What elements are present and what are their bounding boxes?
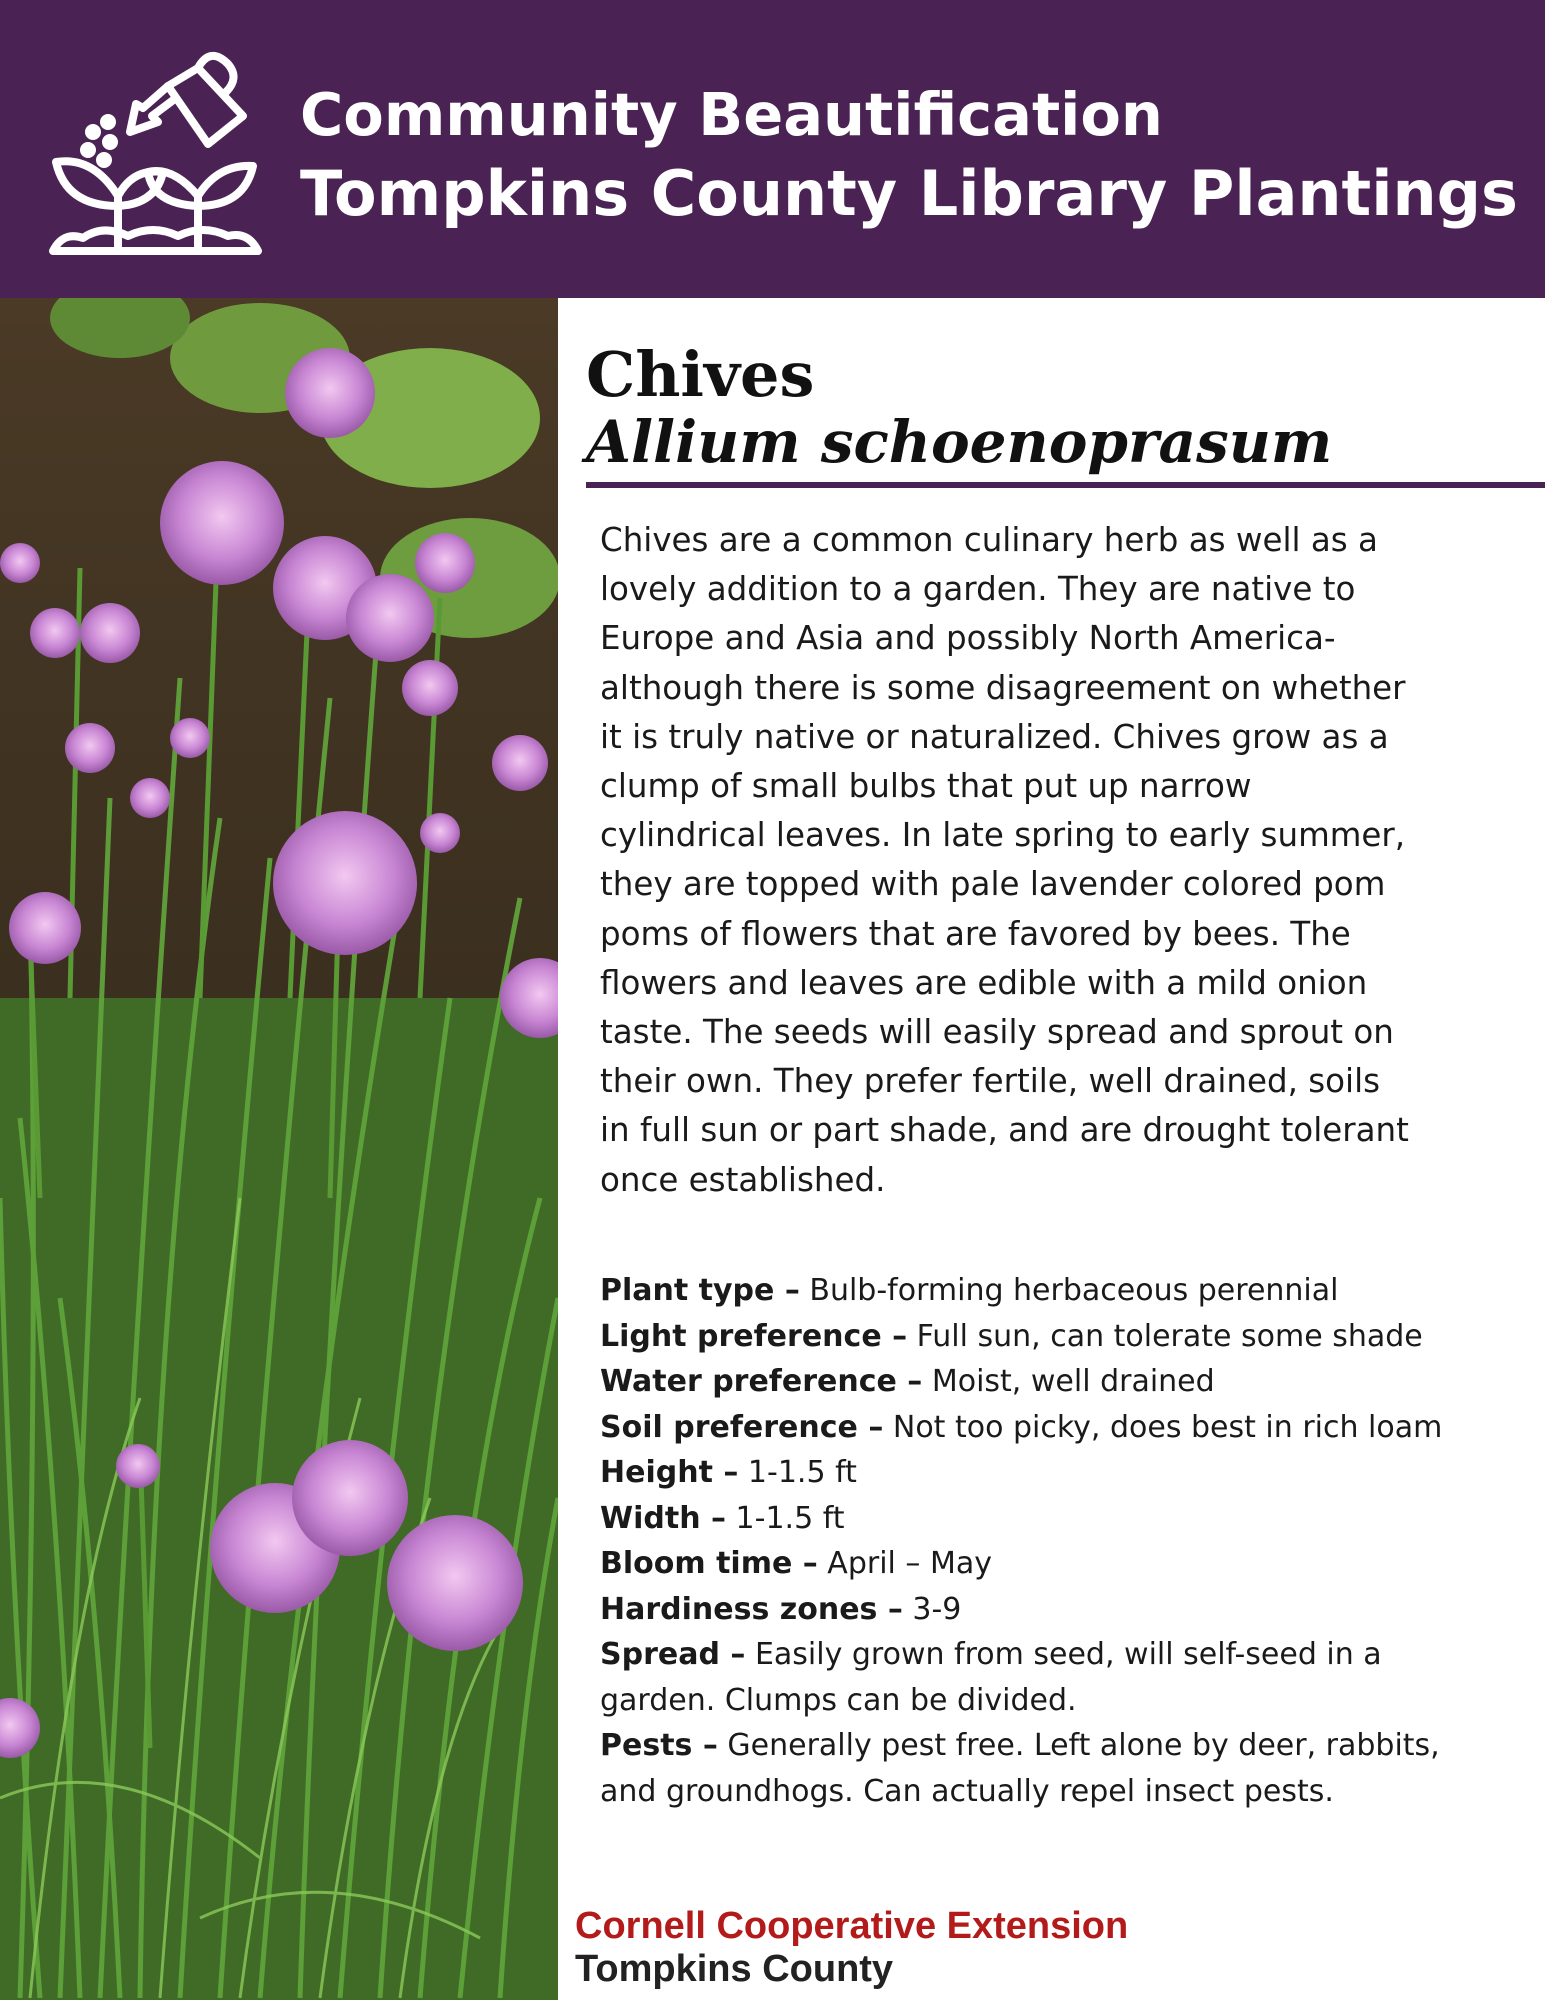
description-line: lovely addition to a garden. They are native to [600,570,1356,609]
description-line: they are topped with pale lavender colored pom [600,865,1386,904]
header-title-line2: Tompkins County Library Plantings [300,157,1518,230]
fact-soil-preference [600,1405,1540,1451]
fact-value: Bulb-forming herbaceous perennial [809,1273,1339,1308]
plant-common-name: Chives [586,338,815,411]
description-line: flowers and leaves are edible with a mild onion [600,963,1368,1002]
header-title-line1: Community Beautification [300,80,1163,149]
description-line: taste. The seeds will easily spread and sprout on [600,1013,1394,1052]
description-line: although there is some disagreement on whether [600,668,1406,707]
fact-bloom-time [600,1541,1540,1587]
plant-facts-list [600,1268,1540,1814]
fact-label: Width – [600,1500,726,1536]
description-line: it is truly native or naturalized. Chives grow as a [600,717,1389,756]
fact-hardiness-zones [600,1587,1540,1633]
description-line: Europe and Asia and possibly North America- [600,619,1336,658]
fact-value-continued: garden. Clumps can be divided. [600,1682,1077,1718]
description-line: poms of flowers that are favored by bees. The [600,914,1351,953]
description-line: their own. They prefer fertile, well drained, soils [600,1062,1381,1101]
fact-label: Height – [600,1455,739,1490]
footer-organization: Cornell Cooperative Extension [575,1905,1129,1947]
fact-value: Moist, well drained [931,1364,1215,1399]
fact-label: Plant type – [600,1273,800,1308]
fact-value: Easily grown from seed, will self-seed in a [754,1637,1382,1672]
chives-plant-photo [0,298,558,2000]
fact-value: Not too picky, does best in rich loam [892,1409,1443,1445]
description-line: in full sun or part shade, and are drought tolerant [600,1111,1409,1150]
fact-value: 1-1.5 ft [747,1455,857,1490]
fact-pests [600,1723,1540,1814]
fact-label: Water preference – [600,1364,923,1399]
title-divider [586,482,1545,488]
plant-info-panel [586,298,1545,2000]
plant-description [600,516,1540,1205]
fact-value: 3-9 [912,1591,962,1627]
fact-label: Hardiness zones – [600,1591,903,1627]
description-line: Chives are a common culinary herb as well as a [600,521,1378,559]
fact-value-continued: and groundhogs. Can actually repel insect pests. [600,1773,1334,1809]
footer-county: Tompkins County [575,1948,894,1990]
fact-label: Bloom time – [600,1546,818,1581]
description-line: clump of small bulbs that put up narrow [600,767,1252,806]
fact-value: Full sun, can tolerate some shade [916,1318,1423,1354]
watering-can-seedlings-icon [48,46,263,256]
description-line: cylindrical leaves. In late spring to early summer, [600,816,1406,855]
plant-scientific-name: Allium schoenoprasum [586,408,1333,476]
description-line: once established. [600,1160,886,1199]
fact-plant-type [600,1268,1540,1314]
header-banner [0,0,1545,298]
fact-height [600,1450,1540,1496]
fact-water-preference [600,1359,1540,1405]
fact-label: Spread – [600,1637,746,1672]
fact-value: 1-1.5 ft [735,1500,845,1536]
fact-label: Soil preference – [600,1409,884,1445]
fact-value: Generally pest free. Left alone by deer, rabbits, [727,1728,1440,1763]
fact-label: Light preference – [600,1318,908,1354]
chives-photo-illustration [0,298,558,2000]
fact-light-preference [600,1314,1540,1360]
fact-value: April – May [827,1546,992,1581]
fact-spread [600,1632,1540,1723]
fact-label: Pests – [600,1728,718,1763]
fact-width [600,1496,1540,1542]
